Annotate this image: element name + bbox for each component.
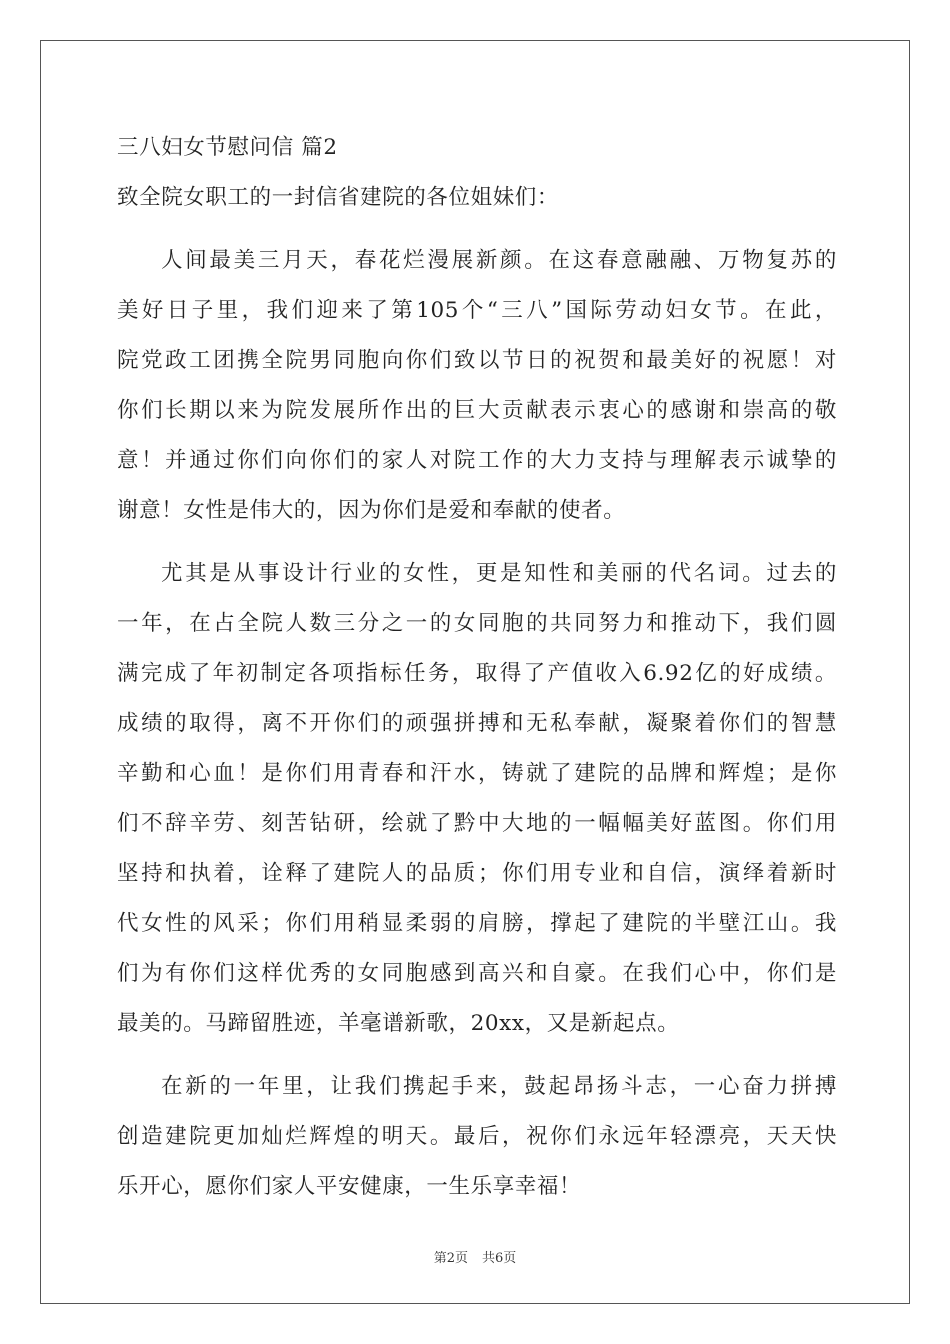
paragraph-line: 你们长期以来为院发展所作出的巨大贡献表示衷心的感谢和崇高的敬 [117,398,837,423]
paragraph-2 [117,549,837,1049]
page-number: 第2页 [433,1251,468,1266]
paragraph-line: 乐开心，愿你们家人平安健康，一生乐享幸福！ [117,1174,582,1199]
paragraph-line: 成绩的取得，离不开你们的顽强拼搏和无私奉献，凝聚着你们的智慧 [117,711,837,736]
paragraph-line: 人间最美三月天，春花烂漫展新颜。在这春意融融、万物复苏的 [161,248,837,273]
paragraph-line: 们为有你们这样优秀的女同胞感到高兴和自豪。在我们心中，你们是 [117,961,837,986]
paragraph-1 [117,236,837,536]
page-total: 共6页 [482,1251,517,1266]
paragraph-line: 们不辞辛劳、刻苦钻研，绘就了黔中大地的一幅幅美好蓝图。你们用 [117,811,837,836]
paragraph-line: 辛勤和心血！是你们用青春和汗水，铸就了建院的品牌和辉煌；是你 [117,761,837,786]
paragraph-line: 代女性的风采；你们用稍显柔弱的肩膀，撑起了建院的半壁江山。我 [117,911,837,936]
paragraph-line: 一年，在占全院人数三分之一的女同胞的共同努力和推动下，我们圆 [117,611,837,636]
paragraph-line: 坚持和执着，诠释了建院人的品质；你们用专业和自信，演绎着新时 [117,861,837,886]
page-footer [0,1247,950,1266]
paragraph-line: 院党政工团携全院男同胞向你们致以节日的祝贺和最美好的祝愿！对 [117,348,837,373]
paragraph-line: 创造建院更加灿烂辉煌的明天。最后，祝你们永远年轻漂亮，天天快 [117,1124,837,1149]
paragraph-line: 谢意！女性是伟大的，因为你们是爱和奉献的使者。 [117,498,626,523]
paragraph-line: 意！并通过你们向你们的家人对院工作的大力支持与理解表示诚挚的 [117,448,837,473]
paragraph-line: 美好日子里，我们迎来了第105个“三八”国际劳动妇女节。在此， [117,298,837,323]
paragraph-line: 满完成了年初制定各项指标任务，取得了产值收入6.92亿的好成绩。 [117,661,837,686]
document-title: 三八妇女节慰问信 篇2 [117,135,338,160]
paragraph-line: 在新的一年里，让我们携起手来，鼓起昂扬斗志，一心奋力拼搏 [161,1074,837,1099]
paragraph-3 [117,1062,837,1212]
paragraph-line: 尤其是从事设计行业的女性，更是知性和美丽的代名词。过去的 [161,561,837,586]
paragraph-line: 最美的。马蹄留胜迹，羊毫谱新歌，20xx，又是新起点。 [117,1011,680,1036]
document-body [117,123,837,1212]
salutation: 致全院女职工的一封信省建院的各位姐妹们： [117,185,560,210]
